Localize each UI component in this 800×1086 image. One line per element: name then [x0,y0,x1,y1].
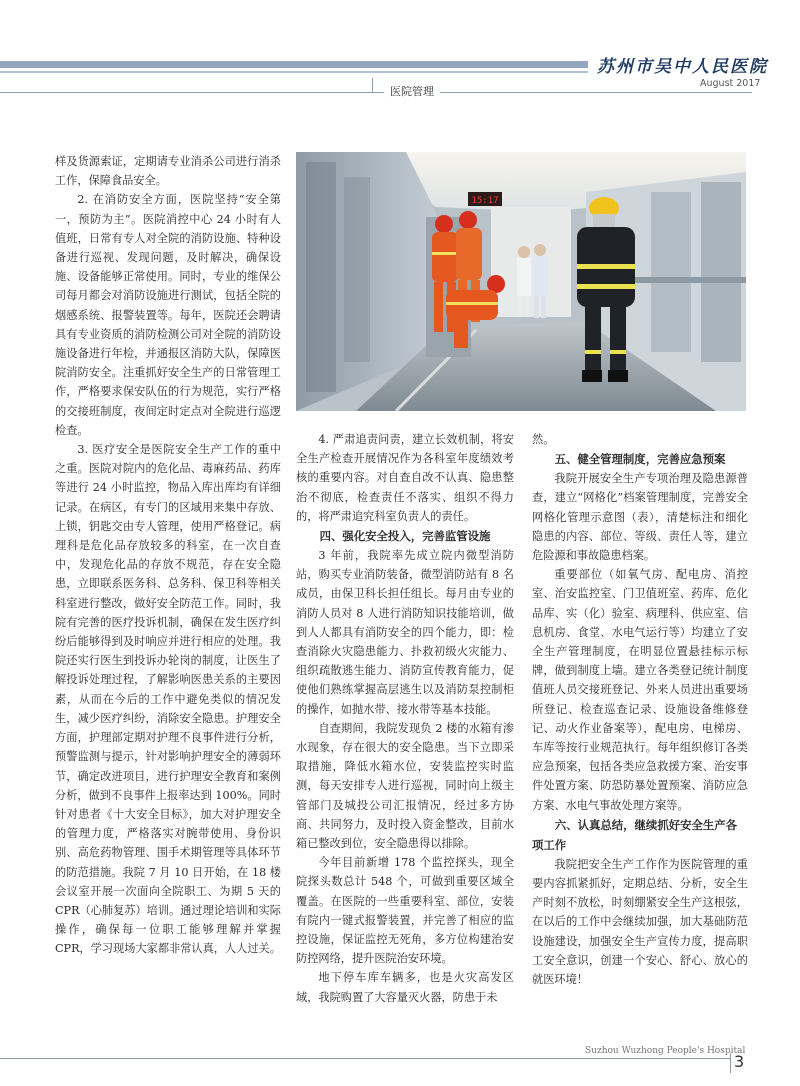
col2-paragraph-parking: 地下停车库车辆多，也是火灾高发区域，我院购置了大容量灭火器，防患于未 [296,971,514,1004]
col3-paragraph-key-areas: 重要部位（如氧气房、配电房、消控室、治安监控室、门卫值班室、药库、危化品库、实（化）验室、病理科、供应室、信息机房、食堂、水电气运行等）均建立了安全生产管理制度，在明显位置悬挂标示标牌，做到制度上墙。建立各类登记统计制度 值班人员交接班登记、外来人员进出重要场所登记、检查巡查记录、设施设备维修登记、动火作业备案等），配电房、电梯房、车库等按行业规范执行。每年组织修订各类应急预案，包括各类应急救援方案、治安事件处置方案、防恐防暴处置预案、消防应急方案、水电气事故处理方案等。 [532,568,748,812]
header-tick [372,78,373,92]
header-bar-thin [0,71,588,73]
header-bar [0,61,588,68]
col1-paragraph-fire-safety: 2. 在消防安全方面，医院坚持“安全第一，预防为主”。医院消控中心 24 小时有人值班，日常有专人对全院的消防设施、特种设备进行巡视、发现问题，及时解决，确保设施、设备能够正常使用。同时，专业的维保公司每月都会对消防设施进行测试，包括全院的烟感系统、报警装置等。每年，医院还会聘请具有专业资质的消防检测公司对全院的消防设施设备进行年检，并通报区消防大队，保障医院消防安全。注重抓好安全生产的日常管理工作，严格要求保安队伍的行为规范，实行严格的交接班制度，夜间定时定点对全院进行巡逻检查。 [55,193,281,437]
column-2 [296,430,514,1007]
column-3 [532,430,748,989]
col1-paragraph-medical-safety: 3. 医疗安全是医院安全生产工作的重中之重。医院对院内的危化品、毒麻药品、药库等进行 24 小时监控，物品入库出库均有详细记录。在病区，有专门的区域用来集中存放、上锁，钥匙交由专人管理，使用严格登记。病理科是危化品存放较多的科室，在一次自查中，发现危化品的存放不规范，存在安全隐患，立即联系医务科、总务科、保卫科等相关科室进行整改，做好安全防范工作。同时，我院有完善的医疗投诉机制，确保在发生医疗纠纷后能够得到及时响应并进行相应的处理。我院还实行医生到投诉办轮岗的制度，让医生了解投诉处理过程，了解影响医患关系的主要因素，从而在今后的工作中避免类似的情况发生，减少医疗纠纷，消除安全隐患。护理安全方面，护理部定期对护理不良事件进行分析，预警监测与提示，针对影响护理安全的薄弱环节，确定改进项目，进行护理安全教育和案例分析，做到不良事件上报率达到 100%。同时针对患者《十大安全目标》，加大对护理安全的管理力度，严格落实对腕带使用、身份识别、高危药物管理、围手术期管理等具体环节的防范措施。我院 7 月 10 日开始，在 18 楼会议室开展一次面向全院职工、为期 5 天的 CPR（心肺复苏）培训。通过理论培训和实际操作，确保每一位职工能够理解并掌握 CPR，学习现场大家都非常认真，人人过关。 [55,443,281,956]
fire-drill-illustration [296,152,746,411]
col1-paragraph-1: 样及货源索证，定期请专业消杀公司进行消杀工作，保障食品安全。 [55,155,281,188]
footer-hospital-name: Suzhou Wuzhong People's Hospital [585,1046,749,1056]
col2-paragraph-fire-station: 3 年前，我院率先成立院内微型消防站，购买专业消防装备，微型消防站有 8 名成员，由保卫科长担任组长。每月由专业的消防人员对 8 人进行消防知识技能培训，做到人人都具有消防安全的四个能力，即：检查消除火灾隐患能力、扑救初级火灾能力、组织疏散逃生能力、消防宣传教育能力，促使他们熟练掌握高层逃生以及消防泵控制柜的操作，如抛水带、接水带等基本技能。 [296,549,514,716]
section-label: 医院管理 [384,83,440,99]
issue-date: August 2017 [700,78,761,89]
fire-drill-photo [296,152,746,411]
col3-paragraph-summary: 我院把安全生产工作作为医院管理的重要内容抓紧抓好，定期总结、分析，安全生产时刻不放松，时刻绷紧安全生产这根弦，在以后的工作中会继续加强，加大基础防范设施建设，加强安全生产宣传力度，提高职工安全意识，创建一个安心、舒心、放心的就医环境！ [532,857,748,987]
hospital-name-title: 苏州市吴中人民医院 [597,57,768,77]
clock-readout: 15:17 [471,196,499,206]
col2-paragraph-monitoring: 今年目前新增 178 个监控探头，现全院探头数总计 548 个，可做到重要区域全覆盖。在医院的一些重要科室、部位，安装有院内一键式报警装置，并完善了相应的监控设施，保证监控无死角，多方位构建治安防控网络，提升医院治安环境。 [296,856,514,966]
footer-rule [0,1058,730,1059]
heading-section-6: 六、认真总结，继续抓好安全生产各项工作 [532,817,738,852]
header-rule [0,92,752,93]
column-1 [55,152,281,959]
col2-paragraph-water-tank: 自查期间，我院发现负 2 楼的水箱有渗水现象，存在很大的安全隐患。当下立即采取措施，降低水箱水位，安装监控实时监测，每天安排专人进行巡视，同时向上级主管部门及城投公司汇报情况，经过多方协商、共同努力，及时投入资金整改，目前水箱已整改到位，安全隐患得以排除。 [296,721,514,851]
col3-paragraph-continuation: 然。 [532,433,555,446]
heading-section-5: 五、健全管理制度，完善应急预案 [554,452,726,467]
heading-section-4: 四、强化安全投入，完善监管设施 [319,529,491,544]
page-number: 3 [734,1052,745,1071]
col3-paragraph-grid-management: 我院开展安全生产专项治理及隐患源普查，建立“网格化”档案管理制度，完善安全网格化管理示意图（表），清楚标注和细化隐患的内容、部位、等级、责任人等，建立危险源和事故隐患档案。 [532,472,748,563]
col2-paragraph-accountability: 4. 严肃追责问责，建立长效机制，将安全生产检查开展情况作为各科室年度绩效考核的重要内容。对自查自改不认真、隐患整治不彻底，检查责任不落实、组织不得力的，将严肃追究科室负责人的责任。 [296,433,514,523]
